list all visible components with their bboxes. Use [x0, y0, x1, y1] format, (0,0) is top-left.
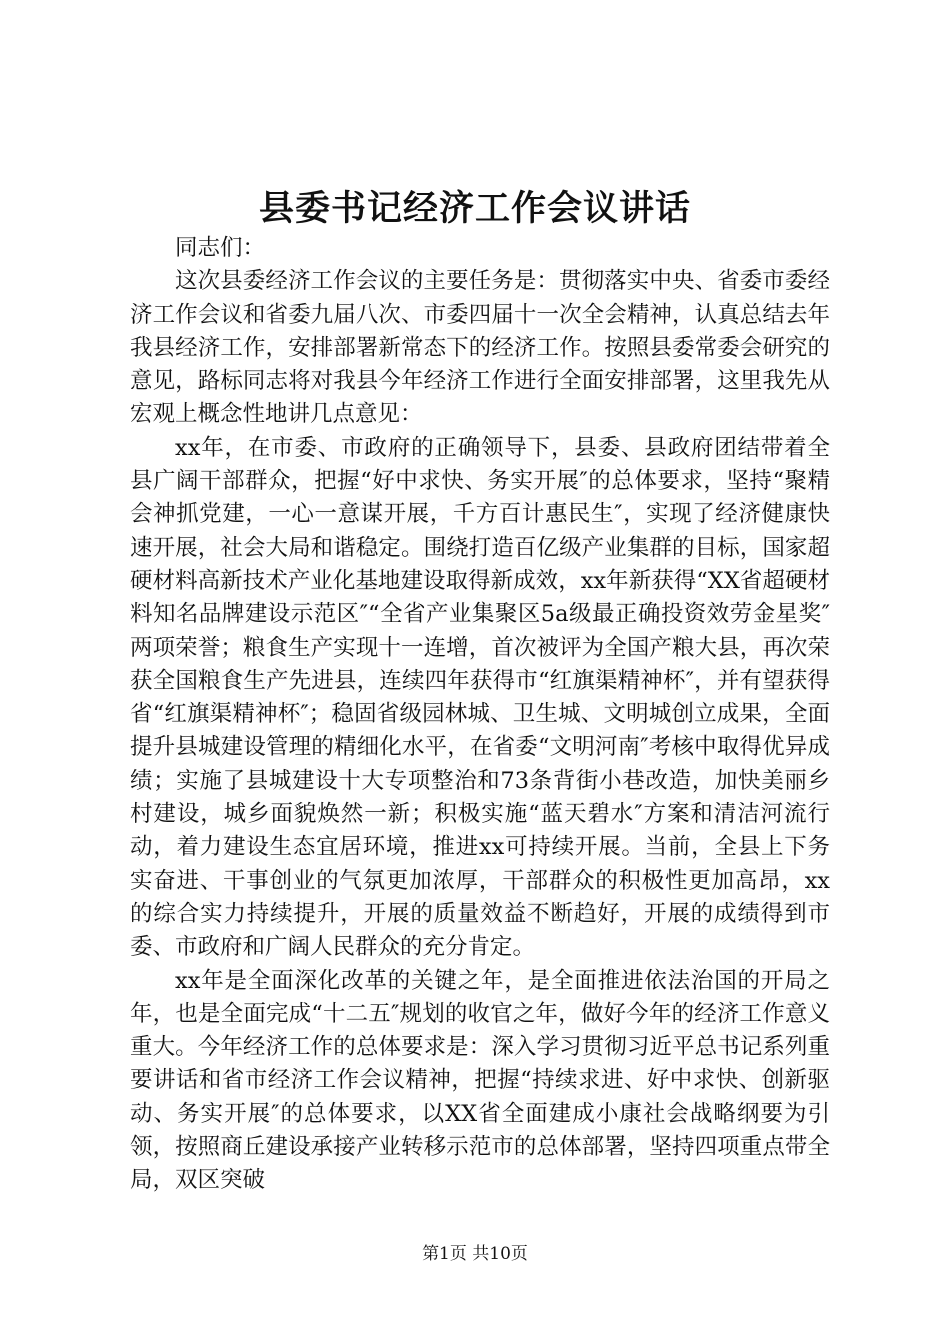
paragraph-1: 这次县委经济工作会议的主要任务是：贯彻落实中央、省委市委经济工作会议和省委九届八次、市委四届十一次全会精神，认真总结去年我县经济工作，安排部署新常态下的经济工作。按照县委常委会研究的意见，路标同志将对我县今年经济工作进行全面安排部署，这里我先从宏观上概念性地讲几点意见： [130, 268, 830, 428]
salutation: 同志们： [175, 235, 266, 261]
page-footer: 第1页 共10页 [422, 1244, 528, 1264]
paragraph-3: xx年是全面深化改革的关键之年，是全面推进依法治国的开局之年，也是全面完成“十二五″规划的收官之年，做好今年的经济工作意义重大。今年经济工作的总体要求是：深入学习贯彻习近平总书记系列重要讲话和省市经济工作会议精神，把握“持续求进、好中求快、创新驱动、务实开展″的总体要求，以XX省全面建成小康社会战略纲要为引领，按照商丘建设承接产业转移示范市的总体部署，坚持四项重点带全局，双区突破 [130, 967, 830, 1194]
document-body [130, 232, 830, 1198]
paragraph-2: xx年，在市委、市政府的正确领导下，县委、县政府团结带着全县广阔干部群众，把握“好中求快、务实开展″的总体要求，坚持“聚精会神抓党建，一心一意谋开展，千方百计惠民生″，实现了经济健康快速开展，社会大局和谐稳定。围绕打造百亿级产业集群的目标，国家超硬材料高新技术产业化基地建设取得新成效，xx年新获得“XX省超硬材料知名品牌建设示范区″“全省产业集聚区5a级最正确投资效劳金星奖″两项荣誉；粮食生产实现十一连增，首次被评为全国产粮大县，再次荣获全国粮食生产先进县，连续四年获得市“红旗渠精神杯″，并有望获得省“红旗渠精神杯″；稳固省级园林城、卫生城、文明城创立成果，全面提升县城建设管理的精细化水平，在省委“文明河南″考核中取得优异成绩；实施了县城建设十大专项整治和73条背街小巷改造，加快美丽乡村建设，城乡面貌焕然一新；积极实施“蓝天碧水″方案和清洁河流行动，着力建设生态宜居环境，推进xx可持续开展。当前，全县上下务实奋进、干事创业的气氛更加浓厚，干部群众的积极性更加高昂，xx的综合实力持续提升，开展的质量效益不断趋好，开展的成绩得到市委、市政府和广阔人民群众的充分肯定。 [130, 434, 830, 961]
document-title: 县委书记经济工作会议讲话 [258, 188, 691, 229]
